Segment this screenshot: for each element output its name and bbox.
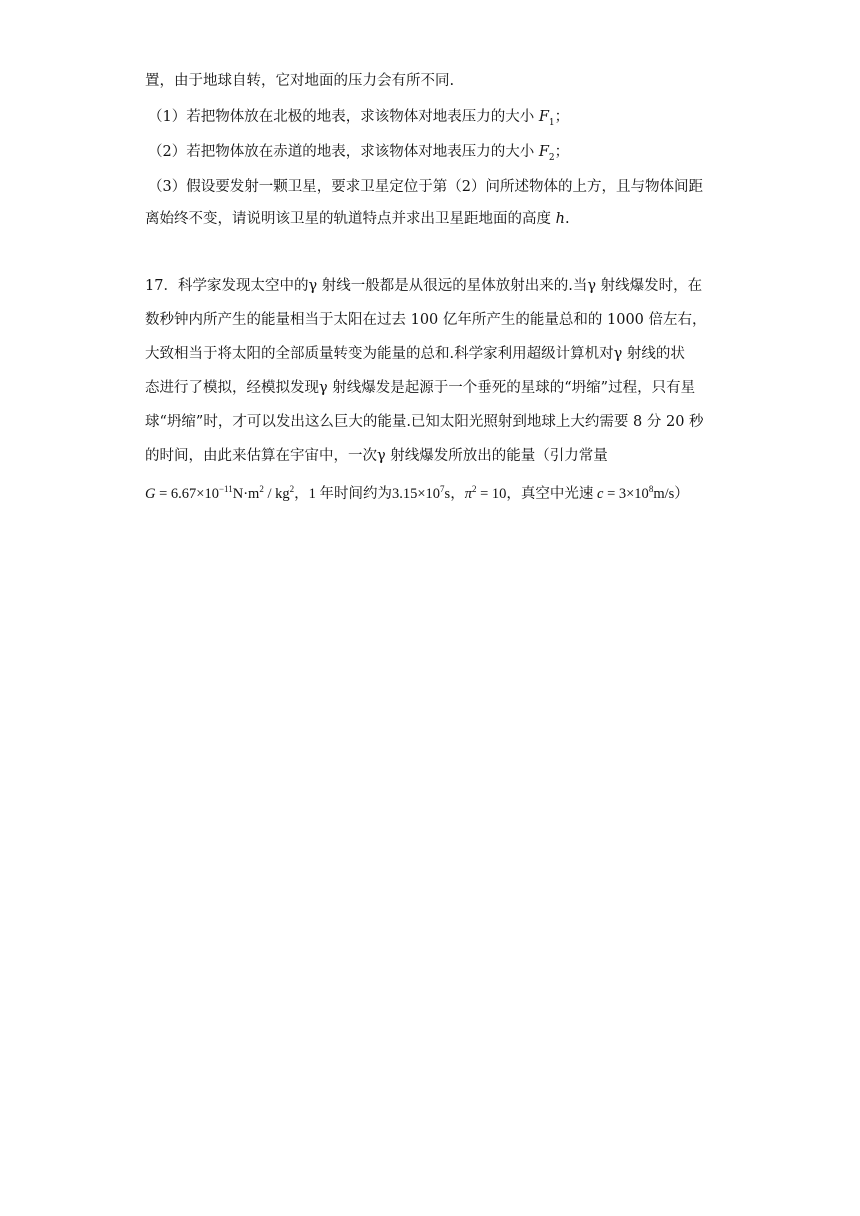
- problem17-line5: 球“坍缩”时，才可以发出这么巨大的能量.已知太阳光照射到地球上大约需要 8 分 20 秒: [145, 414, 704, 430]
- problem17-line4: 态进行了模拟，经模拟发现γ 射线爆发是起源于一个垂死的星球的“坍缩”过程，只有星: [145, 380, 696, 396]
- problem16-part2: （2）若把物体放在赤道的地表，求该物体对地表压力的大小 $F_2$；: [148, 144, 570, 163]
- problem17-constants-formula: $G = 6.67\times 10^{-11}N\cdot m^2 / kg^2$，1 年时间约为$3.15\times 10^7s$，$\pi^2 = 10$，真空中光速 $c = 3\times 10^8m/s$）: [145, 484, 689, 502]
- problem16-intro-tail: 置，由于地球自转，它对地面的压力会有所不同.: [145, 73, 455, 89]
- problem17-line2: 数秒钟内所产生的能量相当于太阳在过去 100 亿年所产生的能量总和的 1000 倍左右，: [145, 312, 707, 328]
- problem17-line6: 的时间，由此来估算在宇宙中，一次γ 射线爆发所放出的能量（引力常量: [145, 448, 608, 464]
- problem16-part3-line1: （3）假设要发射一颗卫星，要求卫星定位于第（2）问所述物体的上方，且与物体间距: [148, 179, 703, 195]
- problem16-part3-line2: 离始终不变，请说明该卫星的轨道特点并求出卫星距地面的高度 h.: [145, 211, 570, 227]
- problem17-line1: 17．科学家发现太空中的γ 射线一般都是从很远的星体放射出来的.当γ 射线爆发时，在: [145, 278, 703, 294]
- problem16-part1: （1）若把物体放在北极的地表，求该物体对地表压力的大小 $F_1$；: [148, 109, 570, 128]
- problem17-line3: 大致相当于将太阳的全部质量转变为能量的总和.科学家利用超级计算机对γ 射线的状: [145, 346, 685, 362]
